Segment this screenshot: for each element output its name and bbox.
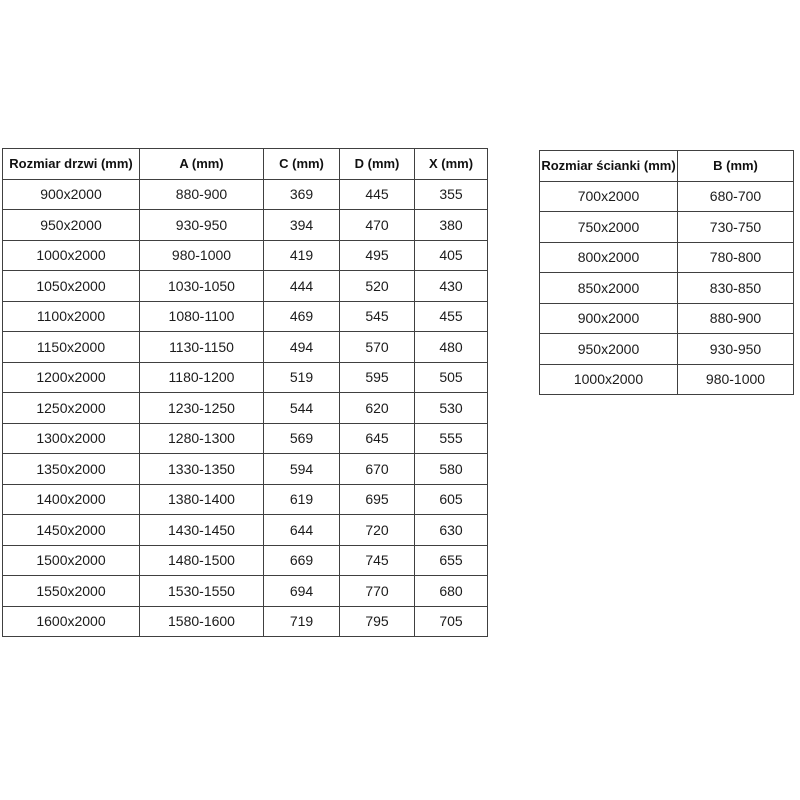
table-cell: 1550x2000 xyxy=(3,576,140,607)
column-header: D (mm) xyxy=(340,149,415,180)
table-cell: 1530-1550 xyxy=(140,576,264,607)
table-cell: 950x2000 xyxy=(540,334,678,365)
table-row xyxy=(540,364,794,395)
table-cell: 1430-1450 xyxy=(140,515,264,546)
table-cell: 455 xyxy=(415,301,488,332)
table-cell: 369 xyxy=(264,179,340,210)
table-cell: 1180-1200 xyxy=(140,362,264,393)
table-cell: 1100x2000 xyxy=(3,301,140,332)
table-cell: 980-1000 xyxy=(140,240,264,271)
table-row xyxy=(540,273,794,304)
column-header: A (mm) xyxy=(140,149,264,180)
table-cell: 470 xyxy=(340,210,415,241)
table-cell: 495 xyxy=(340,240,415,271)
table-cell: 800x2000 xyxy=(540,242,678,273)
table-cell: 480 xyxy=(415,332,488,363)
table-row xyxy=(3,179,488,210)
table-cell: 1000x2000 xyxy=(3,240,140,271)
table-cell: 519 xyxy=(264,362,340,393)
table-cell: 680 xyxy=(415,576,488,607)
table-cell: 595 xyxy=(340,362,415,393)
table-cell: 655 xyxy=(415,545,488,576)
table-row xyxy=(540,212,794,243)
table-cell: 555 xyxy=(415,423,488,454)
table-cell: 770 xyxy=(340,576,415,607)
table-row xyxy=(3,484,488,515)
table-cell: 430 xyxy=(415,271,488,302)
table-cell: 1080-1100 xyxy=(140,301,264,332)
table-cell: 1250x2000 xyxy=(3,393,140,424)
table-cell: 1330-1350 xyxy=(140,454,264,485)
table-cell: 544 xyxy=(264,393,340,424)
table-cell: 880-900 xyxy=(140,179,264,210)
table-cell: 750x2000 xyxy=(540,212,678,243)
table-row xyxy=(3,271,488,302)
table-cell: 419 xyxy=(264,240,340,271)
table-cell: 1280-1300 xyxy=(140,423,264,454)
table-cell: 594 xyxy=(264,454,340,485)
table-row xyxy=(3,210,488,241)
table-cell: 494 xyxy=(264,332,340,363)
table-row xyxy=(3,545,488,576)
table-cell: 680-700 xyxy=(678,181,794,212)
table-cell: 580 xyxy=(415,454,488,485)
table-row xyxy=(3,423,488,454)
table-row xyxy=(3,454,488,485)
table-cell: 520 xyxy=(340,271,415,302)
table-row xyxy=(3,301,488,332)
column-header: Rozmiar drzwi (mm) xyxy=(3,149,140,180)
table-cell: 880-900 xyxy=(678,303,794,334)
table-cell: 745 xyxy=(340,545,415,576)
table-cell: 730-750 xyxy=(678,212,794,243)
table-cell: 780-800 xyxy=(678,242,794,273)
table-cell: 1300x2000 xyxy=(3,423,140,454)
door-dimensions-table xyxy=(2,148,488,637)
table-row xyxy=(540,334,794,365)
table-cell: 695 xyxy=(340,484,415,515)
table-cell: 570 xyxy=(340,332,415,363)
table-cell: 620 xyxy=(340,393,415,424)
table-cell: 670 xyxy=(340,454,415,485)
table-cell: 644 xyxy=(264,515,340,546)
table-cell: 405 xyxy=(415,240,488,271)
table-cell: 830-850 xyxy=(678,273,794,304)
table-cell: 1150x2000 xyxy=(3,332,140,363)
table-cell: 545 xyxy=(340,301,415,332)
table-cell: 1380-1400 xyxy=(140,484,264,515)
column-header: C (mm) xyxy=(264,149,340,180)
table-cell: 1030-1050 xyxy=(140,271,264,302)
table-cell: 694 xyxy=(264,576,340,607)
table-cell: 630 xyxy=(415,515,488,546)
table-cell: 1130-1150 xyxy=(140,332,264,363)
table-cell: 930-950 xyxy=(140,210,264,241)
table-cell: 505 xyxy=(415,362,488,393)
table-cell: 1500x2000 xyxy=(3,545,140,576)
table-row xyxy=(3,515,488,546)
table-cell: 950x2000 xyxy=(3,210,140,241)
wall-dimensions-table xyxy=(539,150,794,395)
table-cell: 900x2000 xyxy=(3,179,140,210)
table-cell: 1350x2000 xyxy=(3,454,140,485)
table-cell: 1230-1250 xyxy=(140,393,264,424)
table-cell: 445 xyxy=(340,179,415,210)
table-cell: 569 xyxy=(264,423,340,454)
column-header: B (mm) xyxy=(678,151,794,182)
table-cell: 719 xyxy=(264,606,340,637)
table-cell: 900x2000 xyxy=(540,303,678,334)
table-cell: 619 xyxy=(264,484,340,515)
header-row xyxy=(3,149,488,180)
table-cell: 380 xyxy=(415,210,488,241)
table-cell: 1050x2000 xyxy=(3,271,140,302)
table-cell: 720 xyxy=(340,515,415,546)
table-cell: 394 xyxy=(264,210,340,241)
table-cell: 605 xyxy=(415,484,488,515)
column-header: X (mm) xyxy=(415,149,488,180)
header-row xyxy=(540,151,794,182)
table-cell: 645 xyxy=(340,423,415,454)
table-row xyxy=(3,606,488,637)
table-row xyxy=(3,362,488,393)
table-cell: 795 xyxy=(340,606,415,637)
table-cell: 980-1000 xyxy=(678,364,794,395)
table-row xyxy=(540,242,794,273)
table-cell: 1580-1600 xyxy=(140,606,264,637)
table-cell: 1600x2000 xyxy=(3,606,140,637)
table-cell: 930-950 xyxy=(678,334,794,365)
table-cell: 1000x2000 xyxy=(540,364,678,395)
table-row xyxy=(3,240,488,271)
table-cell: 444 xyxy=(264,271,340,302)
table-row xyxy=(540,303,794,334)
table-row xyxy=(540,181,794,212)
table-row xyxy=(3,393,488,424)
table-row xyxy=(3,332,488,363)
table-cell: 1400x2000 xyxy=(3,484,140,515)
table-cell: 705 xyxy=(415,606,488,637)
table-cell: 469 xyxy=(264,301,340,332)
table-cell: 1450x2000 xyxy=(3,515,140,546)
table-cell: 1200x2000 xyxy=(3,362,140,393)
table-cell: 850x2000 xyxy=(540,273,678,304)
table-cell: 669 xyxy=(264,545,340,576)
table-cell: 355 xyxy=(415,179,488,210)
table-row xyxy=(3,576,488,607)
table-cell: 700x2000 xyxy=(540,181,678,212)
column-header: Rozmiar ścianki (mm) xyxy=(540,151,678,182)
table-cell: 530 xyxy=(415,393,488,424)
table-cell: 1480-1500 xyxy=(140,545,264,576)
